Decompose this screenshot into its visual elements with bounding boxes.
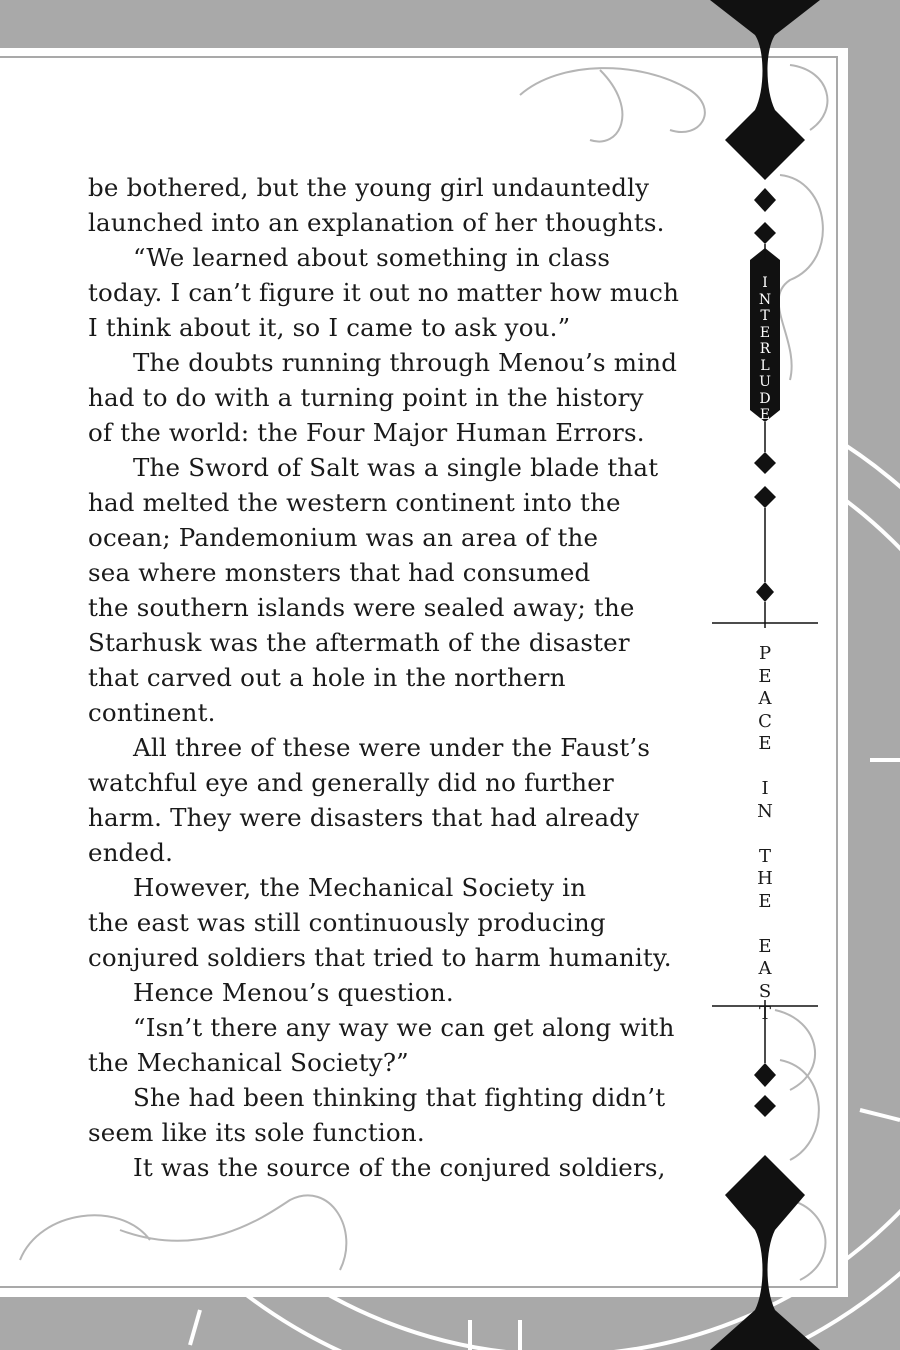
text-line: that carved out a hole in the northern bbox=[88, 663, 566, 692]
text-line: had to do with a turning point in the history bbox=[88, 383, 644, 412]
text-line: The Sword of Salt was a single blade that bbox=[133, 453, 659, 482]
text-line: be bothered, but the young girl undauntedly bbox=[88, 173, 650, 202]
flourish-top-right bbox=[779, 65, 828, 380]
text-line: ocean; Pandemonium was an area of the bbox=[88, 523, 599, 552]
text-line: She had been thinking that fighting didn’t bbox=[133, 1083, 666, 1112]
text-line: However, the Mechanical Society in bbox=[133, 873, 587, 902]
text-line: continent. bbox=[88, 698, 216, 727]
flourish-top bbox=[520, 68, 705, 141]
text-line: Hence Menou’s question. bbox=[133, 978, 454, 1007]
text-line: “Isn’t there any way we can get along with bbox=[133, 1013, 675, 1042]
text-line: It was the source of the conjured soldiers, bbox=[133, 1153, 666, 1182]
text-line: ended. bbox=[88, 838, 174, 867]
flourish-bottom bbox=[20, 1195, 346, 1270]
text-line: watchful eye and generally did no further bbox=[88, 768, 614, 797]
body-text bbox=[88, 170, 728, 1185]
text-line: The doubts running through Menou’s mind bbox=[133, 348, 678, 377]
text-line: sea where monsters that had consumed bbox=[88, 558, 591, 587]
text-line: launched into an explanation of her thoughts. bbox=[88, 208, 665, 237]
text-line: I think about it, so I came to ask you.” bbox=[88, 313, 571, 342]
flourish-bottom-right bbox=[780, 1060, 825, 1280]
text-line: harm. They were disasters that had already bbox=[88, 803, 640, 832]
text-line: “We learned about something in class bbox=[133, 243, 611, 272]
text-line: conjured soldiers that tried to harm humanity. bbox=[88, 943, 672, 972]
text-line: the southern islands were sealed away; the bbox=[88, 593, 635, 622]
text-line: Starhusk was the aftermath of the disaster bbox=[88, 628, 630, 657]
text-line: the east was still continuously producing bbox=[88, 908, 606, 937]
text-line: seem like its sole function. bbox=[88, 1118, 425, 1147]
chapter-title: P E A C E I N T H E E A S T bbox=[757, 643, 773, 1024]
text-line: today. I can’t figure it out no matter how much bbox=[88, 278, 680, 307]
chapter-label: I N T E R L U D E bbox=[758, 275, 772, 423]
text-line: had melted the western continent into the bbox=[88, 488, 621, 517]
text-line: All three of these were under the Faust’s bbox=[133, 733, 651, 762]
text-line: of the world: the Four Major Human Errors. bbox=[88, 418, 645, 447]
text-line: the Mechanical Society?” bbox=[88, 1048, 409, 1077]
